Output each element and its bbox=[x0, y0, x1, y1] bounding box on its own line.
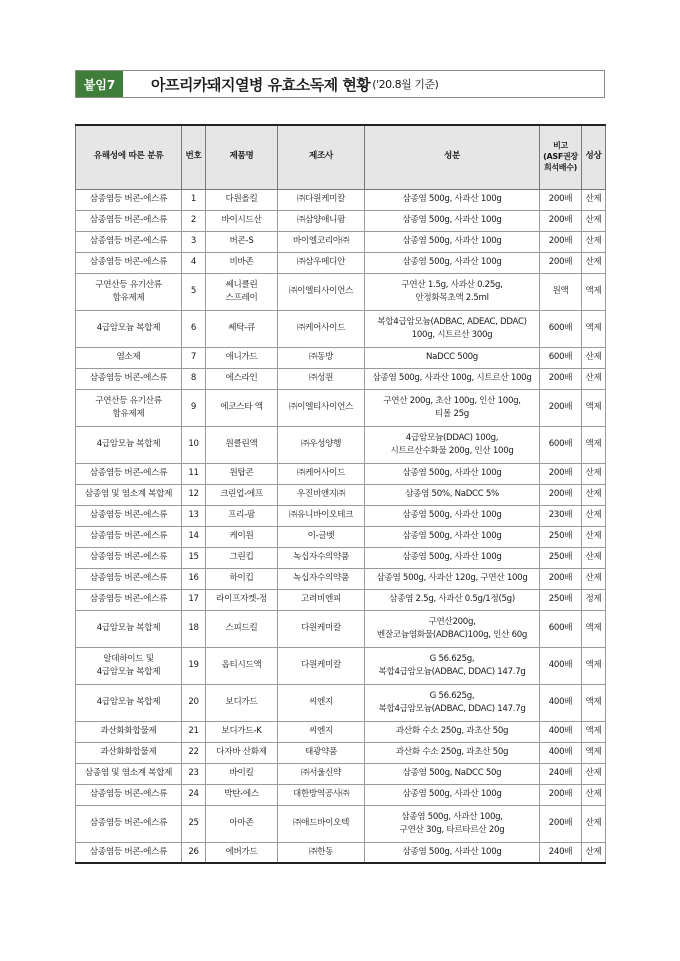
table-row bbox=[76, 763, 606, 784]
cell-note: 250배 bbox=[540, 589, 582, 610]
table-row bbox=[76, 721, 606, 742]
cell-no: 26 bbox=[182, 842, 206, 863]
cell-category: 삼종염 및 염소계 복합제 bbox=[76, 484, 182, 505]
cell-maker: 태광약품 bbox=[278, 742, 365, 763]
cell-product: 바이킬 bbox=[206, 763, 278, 784]
title-main: 아프리카돼지열병 유효소독제 현황 bbox=[151, 75, 371, 94]
cell-category: 삼종염등 버콘-에스류 bbox=[76, 526, 182, 547]
cell-no: 19 bbox=[182, 647, 206, 684]
cell-product: 보디가드-K bbox=[206, 721, 278, 742]
cell-category: 삼종염등 버콘-에스류 bbox=[76, 252, 182, 273]
cell-form: 액제 bbox=[582, 273, 606, 310]
cell-maker: ㈜애드바이오텍 bbox=[278, 805, 365, 842]
cell-ingredient: 삼종염 500g, 사과산 100g bbox=[365, 210, 540, 231]
cell-category: 삼종염등 버콘-에스류 bbox=[76, 547, 182, 568]
cell-product: 다자바 산화제 bbox=[206, 742, 278, 763]
cell-product: 애니가드 bbox=[206, 347, 278, 368]
cell-note: 200배 bbox=[540, 568, 582, 589]
cell-maker: 이-글벳 bbox=[278, 526, 365, 547]
cell-ingredient: 삼종염 50%, NaDCC 5% bbox=[365, 484, 540, 505]
table-row bbox=[76, 842, 606, 863]
cell-category: 삼종염등 버콘-에스류 bbox=[76, 589, 182, 610]
cell-form: 산제 bbox=[582, 231, 606, 252]
cell-product: 스피드킬 bbox=[206, 610, 278, 647]
cell-product: 쎄니클린 스프레이 bbox=[206, 273, 278, 310]
table-row bbox=[76, 463, 606, 484]
cell-note: 200배 bbox=[540, 210, 582, 231]
cell-ingredient: NaDCC 500g bbox=[365, 347, 540, 368]
cell-note: 원액 bbox=[540, 273, 582, 310]
cell-category: 4급암모늄 복합제 bbox=[76, 684, 182, 721]
cell-no: 9 bbox=[182, 389, 206, 426]
cell-ingredient: 삼종염 500g, 사과산 100g bbox=[365, 526, 540, 547]
cell-maker: ㈜케어사이드 bbox=[278, 310, 365, 347]
title-bar bbox=[75, 70, 605, 98]
cell-note: 600배 bbox=[540, 347, 582, 368]
cell-ingredient: 삼종염 500g, 사과산 100g bbox=[365, 505, 540, 526]
cell-maker: ㈜케어사이드 bbox=[278, 463, 365, 484]
cell-note: 400배 bbox=[540, 742, 582, 763]
cell-maker: 바이엘코리아㈜ bbox=[278, 231, 365, 252]
cell-ingredient: 구연산 200g, 초산 100g, 인산 100g, 티몰 25g bbox=[365, 389, 540, 426]
cell-maker: 씨엔지 bbox=[278, 684, 365, 721]
cell-ingredient: 4급암모늄(DDAC) 100g, 시트르산수화물 200g, 인산 100g bbox=[365, 426, 540, 463]
cell-note: 200배 bbox=[540, 231, 582, 252]
cell-no: 12 bbox=[182, 484, 206, 505]
cell-note: 230배 bbox=[540, 505, 582, 526]
cell-no: 16 bbox=[182, 568, 206, 589]
cell-maker: ㈜서울신약 bbox=[278, 763, 365, 784]
cell-product: 바이시드산 bbox=[206, 210, 278, 231]
cell-note: 400배 bbox=[540, 647, 582, 684]
cell-note: 240배 bbox=[540, 842, 582, 863]
title-date-note: ('20.8월 기준) bbox=[372, 78, 439, 91]
cell-product: 에스라인 bbox=[206, 368, 278, 389]
cell-maker: ㈜이엘티사이언스 bbox=[278, 389, 365, 426]
table-row bbox=[76, 426, 606, 463]
cell-no: 1 bbox=[182, 189, 206, 210]
table-row bbox=[76, 484, 606, 505]
cell-product: 하이킵 bbox=[206, 568, 278, 589]
cell-maker: ㈜한동 bbox=[278, 842, 365, 863]
cell-category: 삼종염등 버콘-에스류 bbox=[76, 842, 182, 863]
cell-form: 산제 bbox=[582, 463, 606, 484]
cell-category: 4급암모늄 복합제 bbox=[76, 310, 182, 347]
cell-no: 22 bbox=[182, 742, 206, 763]
cell-form: 액제 bbox=[582, 610, 606, 647]
cell-no: 2 bbox=[182, 210, 206, 231]
cell-maker: ㈜동방 bbox=[278, 347, 365, 368]
cell-note: 200배 bbox=[540, 463, 582, 484]
cell-maker: 녹십자수의약품 bbox=[278, 568, 365, 589]
cell-ingredient: 삼종염 500g, 사과산 100g bbox=[365, 842, 540, 863]
cell-product: 다원올킬 bbox=[206, 189, 278, 210]
cell-product: 에코스타 액 bbox=[206, 389, 278, 426]
cell-product: 옵티시드액 bbox=[206, 647, 278, 684]
cell-no: 20 bbox=[182, 684, 206, 721]
cell-product: 에버가드 bbox=[206, 842, 278, 863]
cell-product: 보디가드 bbox=[206, 684, 278, 721]
cell-ingredient: 삼종염 500g, 사과산 120g, 구연산 100g bbox=[365, 568, 540, 589]
table-row bbox=[76, 589, 606, 610]
cell-category: 삼종염등 버콘-에스류 bbox=[76, 568, 182, 589]
cell-category: 삼종염등 버콘-에스류 bbox=[76, 210, 182, 231]
header-maker: 제조사 bbox=[278, 125, 365, 189]
attachment-badge: 붙임7 bbox=[76, 71, 123, 97]
cell-form: 산제 bbox=[582, 189, 606, 210]
cell-maker: 대한방역공사㈜ bbox=[278, 784, 365, 805]
cell-no: 23 bbox=[182, 763, 206, 784]
table-row bbox=[76, 805, 606, 842]
cell-no: 6 bbox=[182, 310, 206, 347]
cell-no: 8 bbox=[182, 368, 206, 389]
table-body bbox=[76, 189, 606, 863]
cell-note: 200배 bbox=[540, 484, 582, 505]
cell-maker: 다원케미칼 bbox=[278, 610, 365, 647]
cell-category: 4급암모늄 복합제 bbox=[76, 426, 182, 463]
cell-form: 산제 bbox=[582, 210, 606, 231]
table-row bbox=[76, 547, 606, 568]
cell-no: 18 bbox=[182, 610, 206, 647]
table-header-row bbox=[76, 125, 606, 189]
cell-no: 13 bbox=[182, 505, 206, 526]
cell-form: 액제 bbox=[582, 389, 606, 426]
cell-category: 삼종염 및 염소계 복합제 bbox=[76, 763, 182, 784]
table-row bbox=[76, 231, 606, 252]
cell-category: 삼종염등 버콘-에스류 bbox=[76, 189, 182, 210]
cell-ingredient: 삼종염 500g, NaDCC 50g bbox=[365, 763, 540, 784]
cell-product: 버콘-S bbox=[206, 231, 278, 252]
header-form: 성상 bbox=[582, 125, 606, 189]
cell-product: 원탑콘 bbox=[206, 463, 278, 484]
cell-maker: 다원케미칼 bbox=[278, 647, 365, 684]
document-title bbox=[123, 71, 604, 97]
cell-ingredient: 구연산200g, 벤잘코늄염화물(ADBAC)100g, 인산 60g bbox=[365, 610, 540, 647]
cell-ingredient: 과산화 수소 250g, 과초산 50g bbox=[365, 742, 540, 763]
cell-note: 240배 bbox=[540, 763, 582, 784]
cell-maker: ㈜삼우메디안 bbox=[278, 252, 365, 273]
cell-form: 산제 bbox=[582, 484, 606, 505]
cell-no: 17 bbox=[182, 589, 206, 610]
header-no: 번호 bbox=[182, 125, 206, 189]
cell-form: 산제 bbox=[582, 505, 606, 526]
cell-note: 200배 bbox=[540, 189, 582, 210]
cell-category: 과산화화합물제 bbox=[76, 721, 182, 742]
cell-product: 아마존 bbox=[206, 805, 278, 842]
header-category: 유해성에 따른 분류 bbox=[76, 125, 182, 189]
cell-no: 3 bbox=[182, 231, 206, 252]
table-row bbox=[76, 684, 606, 721]
cell-ingredient: 삼종염 500g, 사과산 100g bbox=[365, 189, 540, 210]
cell-form: 산제 bbox=[582, 763, 606, 784]
cell-note: 200배 bbox=[540, 368, 582, 389]
cell-category: 삼종염등 버콘-에스류 bbox=[76, 784, 182, 805]
cell-form: 산제 bbox=[582, 526, 606, 547]
cell-no: 7 bbox=[182, 347, 206, 368]
cell-maker: ㈜성원 bbox=[278, 368, 365, 389]
table-row bbox=[76, 526, 606, 547]
cell-note: 400배 bbox=[540, 684, 582, 721]
cell-note: 200배 bbox=[540, 805, 582, 842]
cell-maker: 씨엔지 bbox=[278, 721, 365, 742]
cell-form: 산제 bbox=[582, 784, 606, 805]
cell-form: 산제 bbox=[582, 568, 606, 589]
cell-no: 5 bbox=[182, 273, 206, 310]
cell-form: 산제 bbox=[582, 347, 606, 368]
cell-no: 15 bbox=[182, 547, 206, 568]
table-row bbox=[76, 568, 606, 589]
cell-note: 400배 bbox=[540, 721, 582, 742]
cell-form: 산제 bbox=[582, 368, 606, 389]
cell-no: 21 bbox=[182, 721, 206, 742]
table-row bbox=[76, 505, 606, 526]
cell-maker: 고려비엔피 bbox=[278, 589, 365, 610]
cell-ingredient: 삼종염 500g, 사과산 100g bbox=[365, 252, 540, 273]
cell-category: 구연산등 유기산류 함유제제 bbox=[76, 273, 182, 310]
cell-ingredient: 삼종염 500g, 사과산 100g bbox=[365, 463, 540, 484]
cell-category: 과산화화합물제 bbox=[76, 742, 182, 763]
cell-form: 액제 bbox=[582, 310, 606, 347]
cell-product: 케이원 bbox=[206, 526, 278, 547]
table-row bbox=[76, 368, 606, 389]
cell-maker: ㈜우성양행 bbox=[278, 426, 365, 463]
table-row bbox=[76, 389, 606, 426]
cell-note: 250배 bbox=[540, 547, 582, 568]
cell-no: 24 bbox=[182, 784, 206, 805]
disinfectant-table bbox=[75, 124, 606, 864]
table-row bbox=[76, 647, 606, 684]
table-row bbox=[76, 189, 606, 210]
cell-note: 200배 bbox=[540, 252, 582, 273]
cell-maker: ㈜이엘티사이언스 bbox=[278, 273, 365, 310]
cell-no: 10 bbox=[182, 426, 206, 463]
cell-maker: ㈜삼양애니팜 bbox=[278, 210, 365, 231]
table-row bbox=[76, 273, 606, 310]
cell-product: 박탄-에스 bbox=[206, 784, 278, 805]
cell-note: 200배 bbox=[540, 784, 582, 805]
cell-product: 원클린액 bbox=[206, 426, 278, 463]
cell-maker: ㈜유니바이오테크 bbox=[278, 505, 365, 526]
cell-form: 산제 bbox=[582, 547, 606, 568]
cell-note: 600배 bbox=[540, 610, 582, 647]
cell-form: 액제 bbox=[582, 742, 606, 763]
cell-form: 액제 bbox=[582, 647, 606, 684]
cell-category: 삼종염등 버콘-에스류 bbox=[76, 505, 182, 526]
cell-product: 그린킵 bbox=[206, 547, 278, 568]
table-row bbox=[76, 310, 606, 347]
cell-ingredient: 삼종염 500g, 사과산 100g bbox=[365, 547, 540, 568]
cell-note: 200배 bbox=[540, 389, 582, 426]
cell-maker: ㈜다원케미칼 bbox=[278, 189, 365, 210]
cell-ingredient: G 56.625g, 복합4급암모늄(ADBAC, DDAC) 147.7g bbox=[365, 647, 540, 684]
cell-category: 4급암모늄 복합제 bbox=[76, 610, 182, 647]
cell-category: 삼종염등 버콘-에스류 bbox=[76, 805, 182, 842]
cell-product: 프리-팜 bbox=[206, 505, 278, 526]
cell-note: 600배 bbox=[540, 426, 582, 463]
cell-ingredient: G 56.625g, 복합4급암모늄(ADBAC, DDAC) 147.7g bbox=[365, 684, 540, 721]
table-row bbox=[76, 210, 606, 231]
cell-category: 삼종염등 버콘-에스류 bbox=[76, 463, 182, 484]
cell-category: 삼종염등 버콘-에스류 bbox=[76, 368, 182, 389]
cell-maker: 녹십자수의약품 bbox=[278, 547, 365, 568]
cell-ingredient: 삼종염 500g, 사과산 100g, 구연산 30g, 타르타르산 20g bbox=[365, 805, 540, 842]
header-ingredient: 성분 bbox=[365, 125, 540, 189]
cell-form: 산제 bbox=[582, 805, 606, 842]
table-row bbox=[76, 784, 606, 805]
cell-category: 염소제 bbox=[76, 347, 182, 368]
cell-form: 액제 bbox=[582, 684, 606, 721]
cell-product: 라이프자켓-정 bbox=[206, 589, 278, 610]
cell-form: 액제 bbox=[582, 721, 606, 742]
header-product: 제품명 bbox=[206, 125, 278, 189]
cell-ingredient: 삼종염 2.5g, 사과산 0.5g/1정(5g) bbox=[365, 589, 540, 610]
cell-no: 4 bbox=[182, 252, 206, 273]
cell-ingredient: 삼종염 500g, 사과산 100g bbox=[365, 231, 540, 252]
cell-category: 구연산등 유기산류 함유제제 bbox=[76, 389, 182, 426]
table-row bbox=[76, 252, 606, 273]
table-row bbox=[76, 347, 606, 368]
cell-ingredient: 과산화 수소 250g, 과초산 50g bbox=[365, 721, 540, 742]
table-row bbox=[76, 610, 606, 647]
cell-note: 600배 bbox=[540, 310, 582, 347]
table-row bbox=[76, 742, 606, 763]
header-note: 비고 (ASF권장 희석배수) bbox=[540, 125, 582, 189]
cell-no: 14 bbox=[182, 526, 206, 547]
cell-note: 250배 bbox=[540, 526, 582, 547]
cell-no: 25 bbox=[182, 805, 206, 842]
cell-ingredient: 구연산 1.5g, 사과산 0.25g, 안정화목초액 2.5ml bbox=[365, 273, 540, 310]
cell-product: 비바존 bbox=[206, 252, 278, 273]
cell-form: 산제 bbox=[582, 842, 606, 863]
cell-category: 알데하이드 및 4급암모늄 복합제 bbox=[76, 647, 182, 684]
cell-category: 삼종염등 버콘-에스류 bbox=[76, 231, 182, 252]
cell-form: 정제 bbox=[582, 589, 606, 610]
cell-product: 크린업-에프 bbox=[206, 484, 278, 505]
cell-ingredient: 복합4급암모늄(ADBAC, ADEAC, DDAC) 100g, 시트르산 300g bbox=[365, 310, 540, 347]
cell-ingredient: 삼종염 500g, 사과산 100g bbox=[365, 784, 540, 805]
cell-form: 산제 bbox=[582, 252, 606, 273]
cell-no: 11 bbox=[182, 463, 206, 484]
cell-ingredient: 삼종염 500g, 사과산 100g, 시트르산 100g bbox=[365, 368, 540, 389]
cell-form: 액제 bbox=[582, 426, 606, 463]
cell-product: 쎄탁-큐 bbox=[206, 310, 278, 347]
cell-maker: 우진비앤지㈜ bbox=[278, 484, 365, 505]
